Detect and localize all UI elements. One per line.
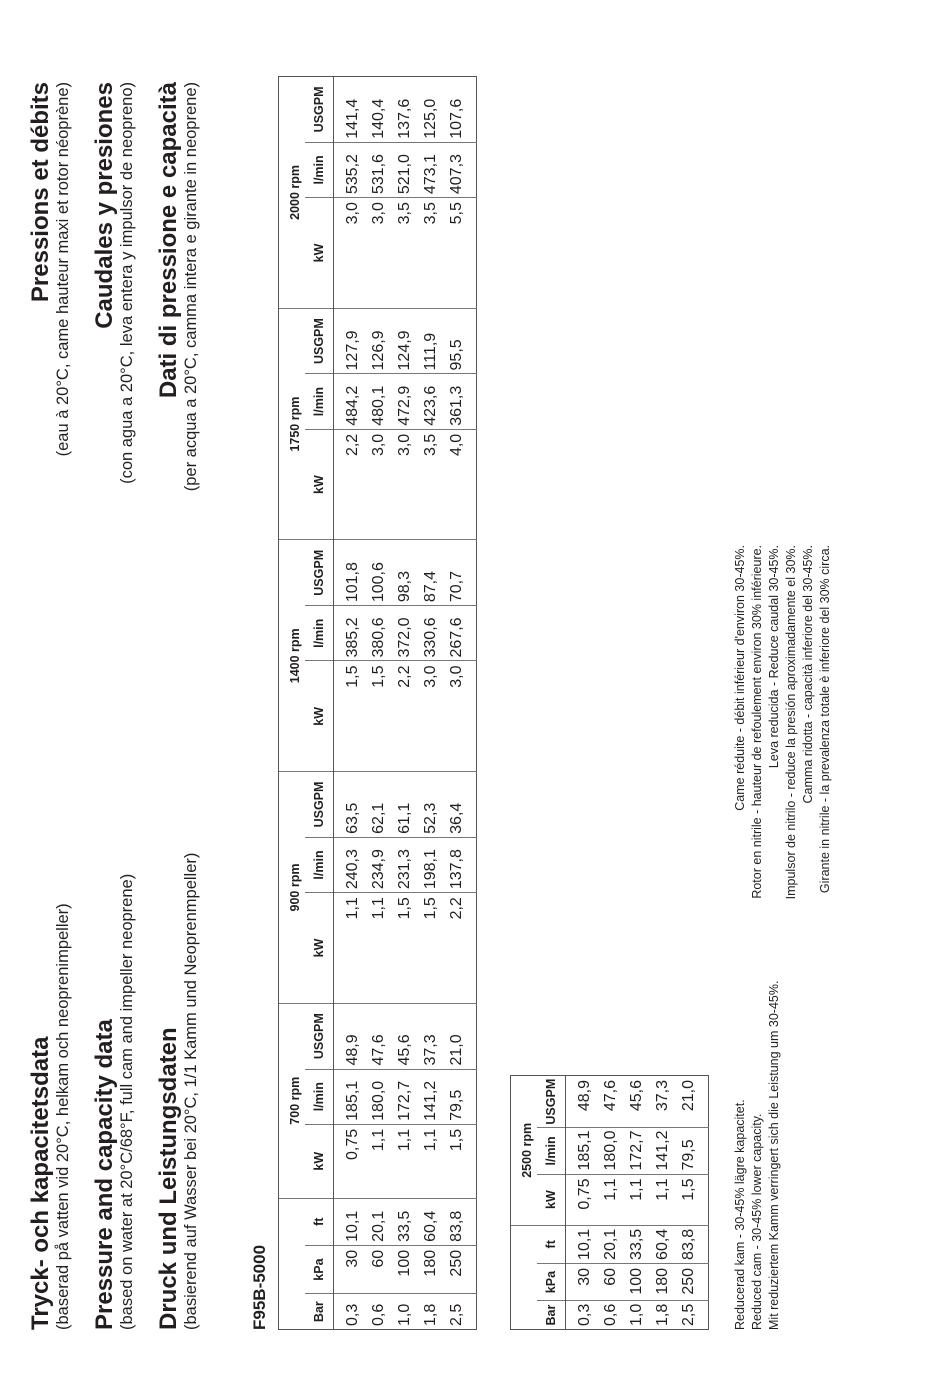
cell-usgpm: 21,0 xyxy=(444,1003,477,1069)
headings-right xyxy=(28,82,220,491)
header-kpa: kPa xyxy=(537,1263,566,1300)
header-kw: kW xyxy=(305,429,334,540)
cell-kw: 3,5 xyxy=(418,429,444,540)
header-usgpm: USGPM xyxy=(305,1003,334,1069)
heading-title: Druck und Leistungsdaten xyxy=(155,1027,182,1330)
header-ft: ft xyxy=(537,1225,566,1263)
cell-lmin: 535,2 xyxy=(334,142,367,197)
cell-ft: 20,1 xyxy=(598,1225,624,1263)
cell-kw: 2,2 xyxy=(392,661,418,772)
cell-bar: 2,5 xyxy=(444,1294,477,1330)
note-line: Girante in nitrile - la prevalenza totale è inferiore del 30% circa. xyxy=(818,545,832,894)
heading-title: Caudales y presiones xyxy=(91,82,118,329)
cell-kw: 3,0 xyxy=(392,429,418,540)
cell-usgpm: 47,6 xyxy=(598,1076,624,1128)
header-lmin: l/min xyxy=(537,1128,566,1174)
cell-usgpm: 48,9 xyxy=(566,1076,599,1128)
note-line: Rotor en nitrile - hauteur de refoulement environ 30% inférieure. xyxy=(750,545,764,899)
cell-kw: 1,1 xyxy=(334,893,367,1004)
cell-lmin: 172,7 xyxy=(392,1069,418,1124)
unit-header-row xyxy=(537,1076,566,1330)
header-ft: ft xyxy=(305,1198,334,1245)
cell-lmin: 180,0 xyxy=(598,1128,624,1174)
header-lmin: l/min xyxy=(305,374,334,429)
cell-kw: 1,1 xyxy=(650,1174,676,1225)
cell-kpa: 60 xyxy=(366,1245,392,1293)
unit-header-row xyxy=(305,77,334,1330)
notes-right xyxy=(732,545,834,899)
cell-usgpm: 52,3 xyxy=(418,772,444,838)
cell-usgpm: 140,4 xyxy=(366,77,392,143)
cell-usgpm: 127,9 xyxy=(334,308,367,374)
header-bar: Bar xyxy=(305,1294,334,1330)
cell-usgpm: 61,1 xyxy=(392,772,418,838)
cell-kw: 2,2 xyxy=(334,429,367,540)
cell-usgpm: 37,3 xyxy=(418,1003,444,1069)
cell-ft: 10,1 xyxy=(566,1225,599,1263)
cell-usgpm: 141,4 xyxy=(334,77,367,143)
cell-bar: 1,0 xyxy=(624,1301,650,1330)
cell-lmin: 79,5 xyxy=(676,1128,709,1174)
cell-usgpm: 45,6 xyxy=(624,1076,650,1128)
header-usgpm: USGPM xyxy=(537,1076,566,1128)
cell-usgpm: 101,8 xyxy=(334,540,367,606)
table-row xyxy=(650,1076,676,1330)
cell-kpa: 180 xyxy=(650,1263,676,1300)
cell-kw: 1,5 xyxy=(334,661,367,772)
header-kw: kW xyxy=(305,1124,334,1198)
heading-subtitle: (baserad på vatten vid 20°C, helkam och neoprenimpeller) xyxy=(54,903,72,1330)
cell-kw: 3,0 xyxy=(366,429,392,540)
cell-usgpm: 70,7 xyxy=(444,540,477,606)
cell-lmin: 231,3 xyxy=(392,837,418,892)
cell-lmin: 185,1 xyxy=(566,1128,599,1174)
header-usgpm: USGPM xyxy=(305,308,334,374)
header-kw: kW xyxy=(537,1174,566,1225)
speed-1750: 1750 rpm xyxy=(279,308,306,540)
cell-usgpm: 36,4 xyxy=(444,772,477,838)
cell-kpa: 30 xyxy=(334,1245,367,1293)
table-row xyxy=(566,1076,599,1330)
headings-left xyxy=(28,853,220,1330)
cell-kpa: 250 xyxy=(676,1263,709,1300)
header-bar: Bar xyxy=(537,1301,566,1330)
cell-bar: 1,0 xyxy=(392,1294,418,1330)
cell-lmin: 480,1 xyxy=(366,374,392,429)
cell-lmin: 240,3 xyxy=(334,837,367,892)
table-row xyxy=(624,1076,650,1330)
cell-kw: 1,5 xyxy=(444,1124,477,1198)
cell-kw: 1,1 xyxy=(624,1174,650,1225)
table-row xyxy=(444,77,477,1330)
table-row xyxy=(366,77,392,1330)
header-usgpm: USGPM xyxy=(305,540,334,606)
cell-lmin: 234,9 xyxy=(366,837,392,892)
cell-usgpm: 126,9 xyxy=(366,308,392,374)
cell-bar: 1,8 xyxy=(418,1294,444,1330)
header-usgpm: USGPM xyxy=(305,772,334,838)
cell-lmin: 180,0 xyxy=(366,1069,392,1124)
cell-lmin: 521,0 xyxy=(392,142,418,197)
cell-lmin: 198,1 xyxy=(418,837,444,892)
cell-usgpm: 62,1 xyxy=(366,772,392,838)
cell-bar: 1,8 xyxy=(650,1301,676,1330)
cell-lmin: 185,1 xyxy=(334,1069,367,1124)
cell-usgpm: 100,6 xyxy=(366,540,392,606)
cell-usgpm: 48,9 xyxy=(334,1003,367,1069)
cell-usgpm: 45,6 xyxy=(392,1003,418,1069)
heading-subtitle: (basierend auf Wasser bei 20°C, 1/1 Kamm und Neoprenmpeller) xyxy=(182,852,200,1330)
header-lmin: l/min xyxy=(305,606,334,661)
cell-usgpm: 98,3 xyxy=(392,540,418,606)
cell-lmin: 141,2 xyxy=(418,1069,444,1124)
cell-lmin: 407,3 xyxy=(444,142,477,197)
cell-lmin: 473,1 xyxy=(418,142,444,197)
heading-french xyxy=(28,82,92,491)
cell-ft: 60,4 xyxy=(650,1225,676,1263)
table-row xyxy=(418,77,444,1330)
cell-ft: 83,8 xyxy=(676,1225,709,1263)
heading-subtitle: (per acqua a 20°C, camma intera e girante in neoprene) xyxy=(182,82,200,492)
cell-kpa: 180 xyxy=(418,1245,444,1293)
speed-700: 700 rpm xyxy=(279,1003,306,1198)
notes-left xyxy=(732,981,783,1330)
heading-title: Dati di pressione e capacità xyxy=(155,82,182,399)
heading-swedish xyxy=(28,853,92,1330)
cell-ft: 20,1 xyxy=(366,1198,392,1245)
cell-kw: 1,1 xyxy=(598,1174,624,1225)
header-usgpm: USGPM xyxy=(305,77,334,143)
cell-ft: 10,1 xyxy=(334,1198,367,1245)
performance-table xyxy=(278,76,477,1330)
speed-header-row xyxy=(511,1076,538,1330)
heading-title: Pressions et débits xyxy=(27,82,54,303)
cell-kw: 1,1 xyxy=(366,1124,392,1198)
cell-lmin: 372,0 xyxy=(392,606,418,661)
speed-1400: 1400 rpm xyxy=(279,540,306,772)
cell-lmin: 472,9 xyxy=(392,374,418,429)
cell-lmin: 361,3 xyxy=(444,374,477,429)
cell-usgpm: 87,4 xyxy=(418,540,444,606)
cell-lmin: 385,2 xyxy=(334,606,367,661)
header-kw: kW xyxy=(305,661,334,772)
heading-spanish xyxy=(92,82,156,491)
cell-lmin: 484,2 xyxy=(334,374,367,429)
heading-title: Pressure and capacity data xyxy=(91,1019,118,1330)
cell-usgpm: 37,3 xyxy=(650,1076,676,1128)
cell-lmin: 267,6 xyxy=(444,606,477,661)
cell-kw: 3,5 xyxy=(392,198,418,309)
cell-usgpm: 47,6 xyxy=(366,1003,392,1069)
heading-german xyxy=(156,853,220,1330)
table-row xyxy=(676,1076,709,1330)
cell-kw: 3,0 xyxy=(334,198,367,309)
note-line: Impulsor de nitrilo - reduce la presión aproximadamente el 30%. xyxy=(784,545,798,900)
note-line: Mit reduziertem Kamm verringert sich die Leistung um 30-45%. xyxy=(767,980,781,1330)
cell-kw: 1,5 xyxy=(676,1174,709,1225)
cell-kw: 4,0 xyxy=(444,429,477,540)
header-lmin: l/min xyxy=(305,1069,334,1124)
cell-ft: 33,5 xyxy=(624,1225,650,1263)
note-line: Leva reducida - Reduce caudal 30-45%. xyxy=(767,545,781,769)
heading-subtitle: (based on water at 20°C/68°F, full cam and impeller neoprene) xyxy=(118,873,136,1330)
speed-header-row xyxy=(279,77,306,1330)
cell-bar: 2,5 xyxy=(676,1301,709,1330)
cell-kw: 1,1 xyxy=(418,1124,444,1198)
speed-900: 900 rpm xyxy=(279,772,306,1004)
cell-ft: 33,5 xyxy=(392,1198,418,1245)
cell-lmin: 79,5 xyxy=(444,1069,477,1124)
cell-kw: 3,0 xyxy=(444,661,477,772)
cell-bar: 0,3 xyxy=(566,1301,599,1330)
speed-2500: 2500 rpm xyxy=(511,1076,538,1226)
table-row xyxy=(334,77,367,1330)
cell-usgpm: 21,0 xyxy=(676,1076,709,1128)
cell-lmin: 330,6 xyxy=(418,606,444,661)
cell-kpa: 30 xyxy=(566,1263,599,1300)
cell-kw: 1,5 xyxy=(392,893,418,1004)
cell-usgpm: 125,0 xyxy=(418,77,444,143)
heading-subtitle: (eau à 20°C, came hauteur maxi et rotor néoprène) xyxy=(54,82,72,457)
note-line: Came réduite - débit inférieur d'environ 30-45%. xyxy=(733,545,747,811)
cell-kpa: 60 xyxy=(598,1263,624,1300)
cell-kw: 3,0 xyxy=(366,198,392,309)
cell-kw: 3,5 xyxy=(418,198,444,309)
cell-usgpm: 124,9 xyxy=(392,308,418,374)
cell-kw: 1,1 xyxy=(392,1124,418,1198)
cell-lmin: 172,7 xyxy=(624,1128,650,1174)
cell-lmin: 380,6 xyxy=(366,606,392,661)
cell-lmin: 141,2 xyxy=(650,1128,676,1174)
cell-lmin: 423,6 xyxy=(418,374,444,429)
cell-usgpm: 63,5 xyxy=(334,772,367,838)
cell-kpa: 100 xyxy=(624,1263,650,1300)
cell-usgpm: 137,6 xyxy=(392,77,418,143)
header-kw: kW xyxy=(305,893,334,1004)
cell-lmin: 137,8 xyxy=(444,837,477,892)
speed-2000: 2000 rpm xyxy=(279,77,306,309)
header-lmin: l/min xyxy=(305,142,334,197)
header-kw: kW xyxy=(305,198,334,309)
header-lmin: l/min xyxy=(305,837,334,892)
cell-bar: 0,6 xyxy=(598,1301,624,1330)
note-line: Reduced cam - 30-45% lower capacity. xyxy=(750,1113,764,1330)
cell-kw: 2,2 xyxy=(444,893,477,1004)
cell-kw: 0,75 xyxy=(334,1124,367,1198)
cell-bar: 0,6 xyxy=(366,1294,392,1330)
header-kpa: kPa xyxy=(305,1245,334,1293)
heading-subtitle: (con agua a 20°C, leva entera y impulsor de neopreno) xyxy=(118,82,136,484)
cell-kw: 5,5 xyxy=(444,198,477,309)
table-row xyxy=(598,1076,624,1330)
cell-ft: 60,4 xyxy=(418,1198,444,1245)
cell-kpa: 100 xyxy=(392,1245,418,1293)
note-line: Reducerad kam - 30-45% lägre kapacitet. xyxy=(733,1099,747,1330)
table-row xyxy=(392,77,418,1330)
cell-usgpm: 95,5 xyxy=(444,308,477,374)
cell-lmin: 531,6 xyxy=(366,142,392,197)
cell-ft: 83,8 xyxy=(444,1198,477,1245)
heading-italian xyxy=(156,82,220,491)
note-line: Camma ridotta - capacità inferiore del 30-45%. xyxy=(801,545,815,804)
cell-usgpm: 107,6 xyxy=(444,77,477,143)
cell-kw: 1,5 xyxy=(366,661,392,772)
cell-bar: 0,3 xyxy=(334,1294,367,1330)
cell-kw: 1,5 xyxy=(418,893,444,1004)
model-number: F95B-5000 xyxy=(250,1244,269,1330)
cell-kw: 3,0 xyxy=(418,661,444,772)
cell-kw: 0,75 xyxy=(566,1174,599,1225)
heading-title: Tryck- och kapacitetsdata xyxy=(27,1036,54,1330)
cell-kw: 1,1 xyxy=(366,893,392,1004)
performance-table-2500 xyxy=(510,1075,709,1330)
heading-english xyxy=(92,853,156,1330)
cell-usgpm: 111,9 xyxy=(418,308,444,374)
cell-kpa: 250 xyxy=(444,1245,477,1293)
